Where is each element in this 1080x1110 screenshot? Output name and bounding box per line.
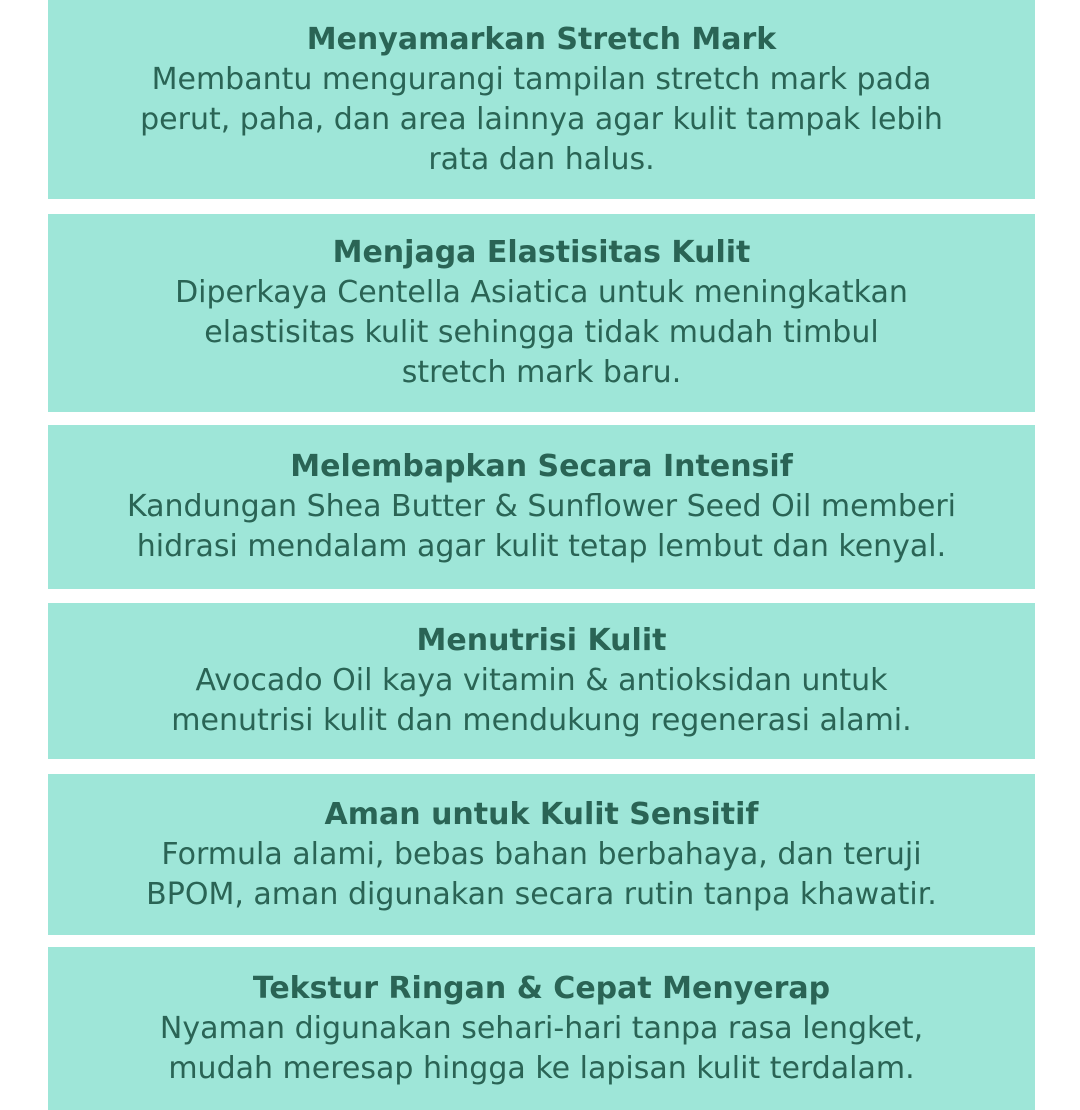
benefit-description-line: stretch mark baru. [401,355,682,390]
benefit-description [175,273,908,393]
benefit-title: Menyamarkan Stretch Mark [306,21,777,57]
benefit-description-line: menutrisi kulit dan mendukung regenerasi alami. [171,703,912,738]
benefit-title: Melembapkan Secara Intensif [290,449,793,484]
benefit-description [146,835,937,915]
benefit-description [171,661,911,741]
benefit-card-fade-stretch-marks [48,0,1035,199]
benefit-title: Aman untuk Kulit Sensitif [324,796,759,832]
benefit-description [160,1009,923,1089]
benefit-description-line: mudah meresap hingga ke lapisan kulit terdalam. [168,1050,915,1086]
benefit-description [127,487,956,567]
benefit-card-nourish-skin [48,603,1035,759]
benefit-card-sensitive-skin-safe [48,774,1035,935]
benefit-description-line: Formula alami, bebas bahan berbahaya, dan teruji [161,836,922,872]
benefit-description-line: Kandungan Shea Butter & Sunflower Seed Oil memberi [126,489,956,524]
benefit-description [140,60,943,180]
benefit-description-line: Membantu mengurangi tampilan stretch mark pada [151,61,932,97]
benefit-description-line: elastisitas kulit sehingga tidak mudah timbul [204,315,879,350]
benefit-title: Menutrisi Kulit [416,623,667,658]
benefit-description-line: BPOM, aman digunakan secara rutin tanpa khawatir. [146,876,937,912]
benefit-description-line: Avocado Oil kaya vitamin & antioksidan untuk [195,663,888,698]
benefit-title: Tekstur Ringan & Cepat Menyerap [252,970,831,1006]
benefit-card-intensive-moisturizing [48,425,1035,589]
benefit-description-line: hidrasi mendalam agar kulit tetap lembut dan kenyal. [136,529,947,564]
benefit-card-light-texture [48,947,1035,1110]
benefit-title: Menjaga Elastisitas Kulit [332,235,751,270]
benefit-description-line: Nyaman digunakan sehari-hari tanpa rasa lengket, [159,1010,924,1046]
benefit-description-line: rata dan halus. [428,141,655,177]
benefit-description-line: perut, paha, dan area lainnya agar kulit tampak lebih [140,101,943,137]
benefit-description-line: Diperkaya Centella Asiatica untuk meningkatkan [175,275,908,310]
benefit-card-skin-elasticity [48,214,1035,412]
